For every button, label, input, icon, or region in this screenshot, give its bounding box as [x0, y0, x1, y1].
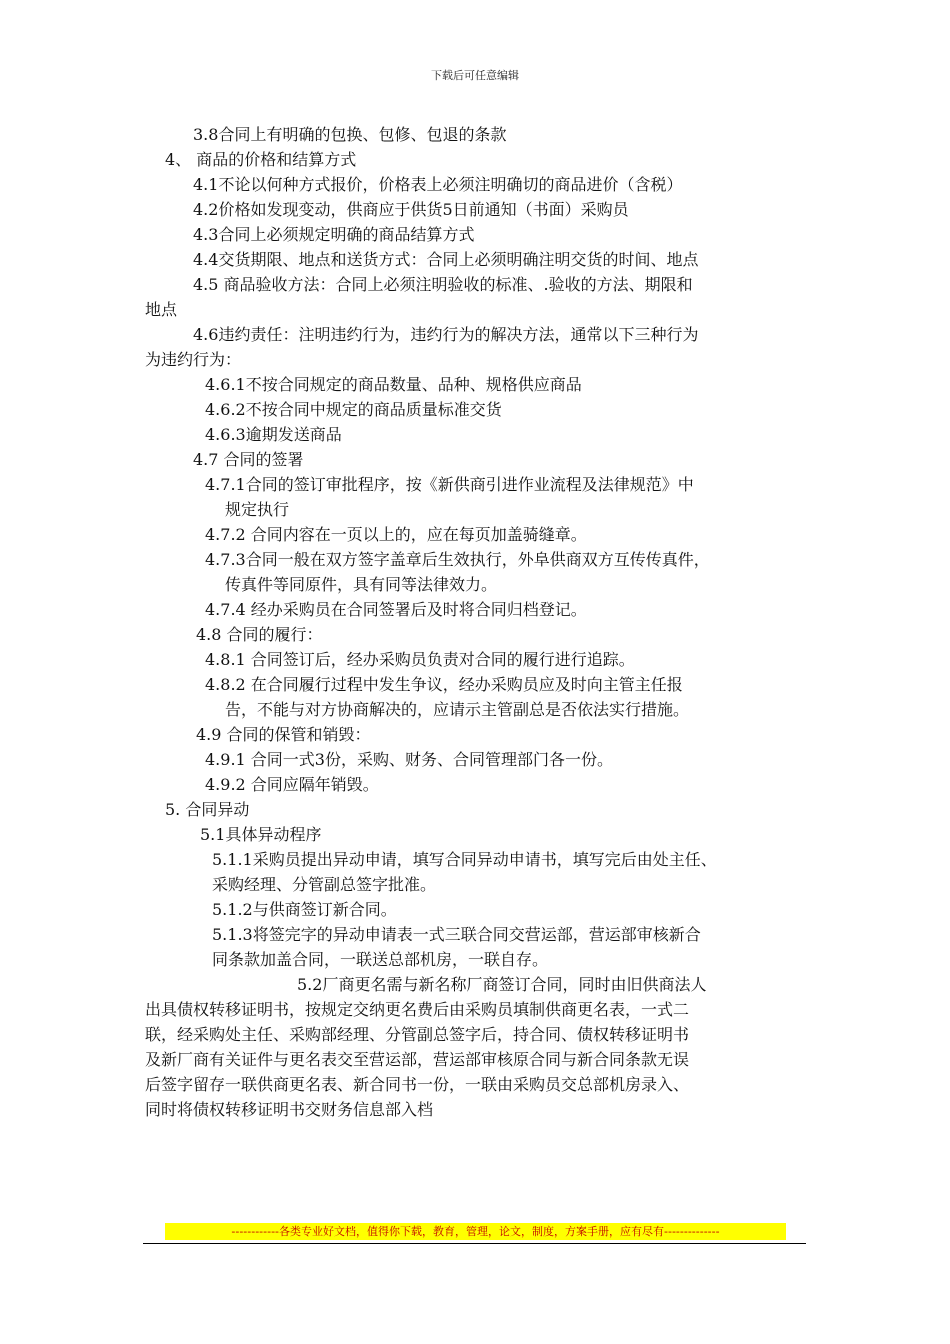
text-line: 4.8.1 合同签订后，经办采购员负责对合同的履行进行追踪。	[205, 650, 635, 669]
text-line: 4.5 商品验收方法：合同上必须注明验收的标准、.验收的方法、期限和	[193, 275, 693, 294]
text-line: 4.2价格如发现变动，供商应于供货5日前通知（书面）采购员	[193, 200, 629, 219]
text-line: 4.7 合同的签署	[193, 450, 304, 469]
footer-divider	[143, 1243, 806, 1244]
text-line: 3.8合同上有明确的包换、包修、包退的条款	[193, 125, 507, 144]
text-line: 5.1.2与供商签订新合同。	[212, 900, 397, 919]
text-line: 4.9.2 合同应隔年销毁。	[205, 775, 379, 794]
text-line: 5. 合同异动	[165, 800, 250, 819]
text-line: 4.6.2不按合同中规定的商品质量标准交货	[205, 400, 502, 419]
text-line: 4.7.3合同一般在双方签字盖章后生效执行，外阜供商双方互传传真件，	[205, 550, 710, 569]
text-line: 5.1具体异动程序	[200, 825, 322, 844]
text-line: 4.8.2 在合同履行过程中发生争议，经办采购员应及时向主管主任报	[205, 675, 683, 694]
text-line: 4.6违约责任：注明违约行为，违约行为的解决方法，通常以下三种行为	[193, 325, 699, 344]
text-line: 传真件等同原件，具有同等法律效力。	[225, 575, 498, 594]
text-line: 4.9.1 合同一式3份，采购、财务、合同管理部门各一份。	[205, 750, 613, 769]
footer-banner: ------------各类专业好文档，值得你下载，教育，管理，论文，制度，方案手册，应有尽有--------------	[165, 1223, 786, 1240]
text-line: 5.1.3将签完字的异动申请表一式三联合同交营运部，营运部审核新合	[212, 925, 701, 944]
text-line: 4.7.1合同的签订审批程序，按《新供商引进作业流程及法律规范》中	[205, 475, 694, 494]
text-line: 4.4交货期限、地点和送货方式：合同上必须明确注明交货的时间、地点	[193, 250, 699, 269]
text-line: 4.8 合同的履行：	[196, 625, 323, 644]
text-line: 4.7.4 经办采购员在合同签署后及时将合同归档登记。	[205, 600, 587, 619]
text-line: 4.6.3逾期发送商品	[205, 425, 342, 444]
text-line: 采购经理、分管副总签字批准。	[212, 875, 437, 894]
text-line: 出具债权转移证明书，按规定交纳更名费后由采购员填制供商更名表，一式二	[145, 1000, 690, 1019]
text-line: 5.1.1采购员提出异动申请，填写合同异动申请书，填写完后由处主任、	[212, 850, 717, 869]
text-line: 4.6.1不按合同规定的商品数量、品种、规格供应商品	[205, 375, 582, 394]
text-line: 4.3合同上必须规定明确的商品结算方式	[193, 225, 475, 244]
text-line: 4.1不论以何种方式报价，价格表上必须注明确切的商品进价（含税）	[193, 175, 683, 194]
text-line: 同时将债权转移证明书交财务信息部入档	[145, 1100, 434, 1119]
text-line: 告，不能与对方协商解决的，应请示主管副总是否依法实行措施。	[225, 700, 690, 719]
text-line: 后签字留存一联供商更名表、新合同书一份，一联由采购员交总部机房录入、	[145, 1075, 690, 1094]
text-line: 4.7.2 合同内容在一页以上的，应在每页加盖骑缝章。	[205, 525, 587, 544]
text-line: 为违约行为：	[145, 350, 242, 369]
text-line: 4.9 合同的保管和销毁：	[196, 725, 371, 744]
text-line: 5.2厂商更名需与新名称厂商签订合同，同时由旧供商法人	[297, 975, 707, 994]
page-header: 下载后可任意编辑	[431, 69, 519, 82]
text-line: 规定执行	[225, 500, 290, 519]
text-line: 同条款加盖合同，一联送总部机房，一联自存。	[212, 950, 549, 969]
text-line: 联，经采购处主任、采购部经理、分管副总签字后，持合同、债权转移证明书	[145, 1025, 690, 1044]
text-line: 4、 商品的价格和结算方式	[165, 150, 357, 169]
text-line: 地点	[145, 300, 178, 319]
text-line: 及新厂商有关证件与更名表交至营运部，营运部审核原合同与新合同条款无误	[145, 1050, 690, 1069]
